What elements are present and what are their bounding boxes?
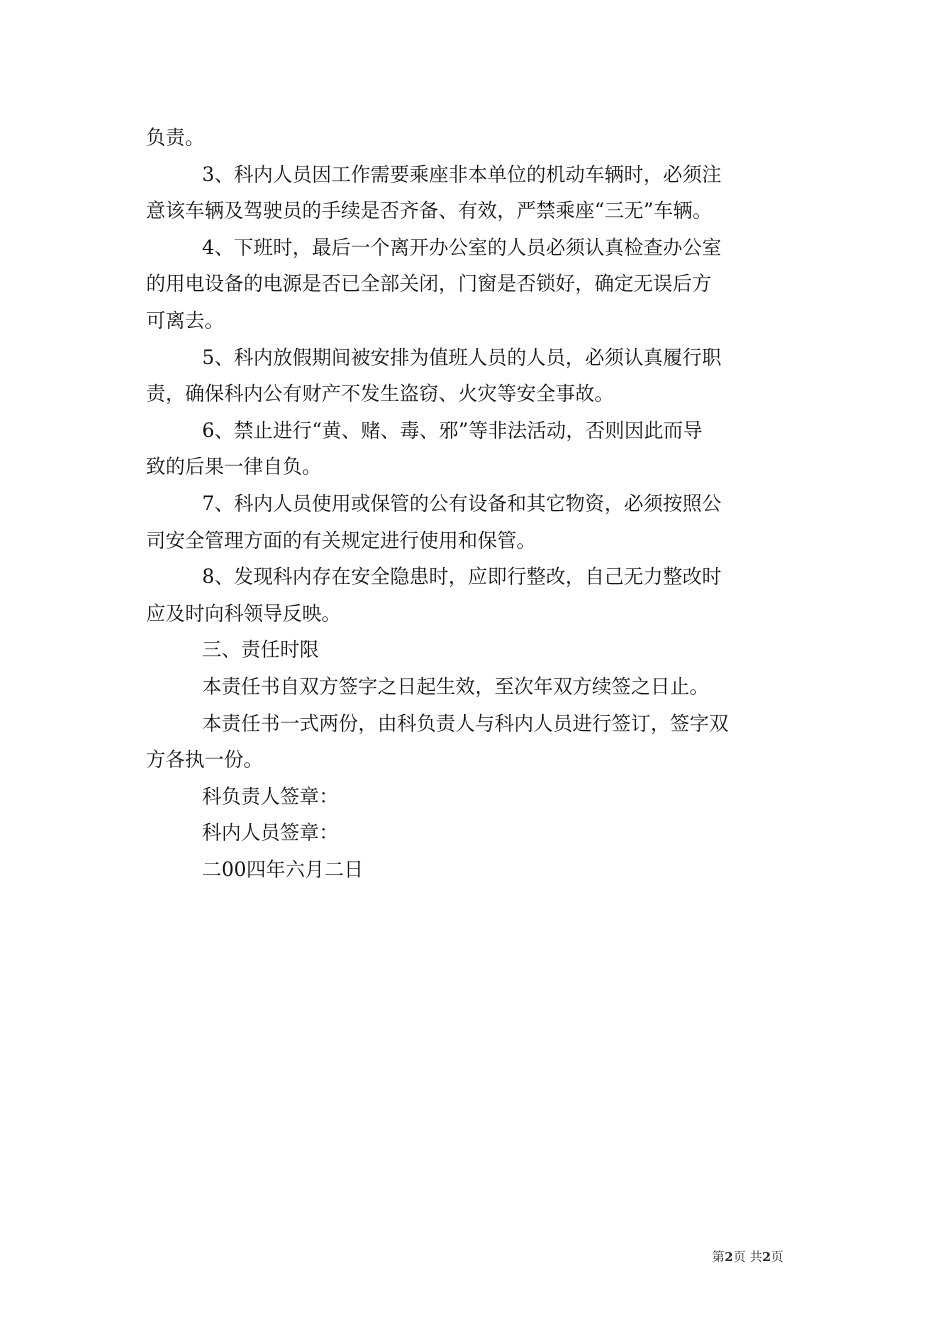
- paragraph-line: 5、科内放假期间被安排为值班人员的人员，必须认真履行职: [202, 345, 722, 369]
- signature-label-leader: 科负责人签章：: [202, 784, 339, 808]
- footer-middle: 页 共: [733, 1249, 763, 1264]
- paragraph-line: 3、科内人员因工作需要乘座非本单位的机动车辆时，必须注: [202, 162, 722, 186]
- paragraph-line: 6、禁止进行“黄、赌、毒、邪”等非法活动，否则因此而导: [202, 418, 703, 442]
- paragraph-line: 4、下班时，最后一个离开办公室的人员必须认真检查办公室: [202, 235, 722, 259]
- document-date: 二00四年六月二日: [202, 857, 364, 881]
- paragraph-line: 意该车辆及驾驶员的手续是否齐备、有效，严禁乘座“三无”车辆。: [146, 199, 712, 223]
- section-heading: 三、责任时限: [202, 638, 320, 662]
- paragraph-line: 应及时向科领导反映。: [146, 601, 342, 625]
- footer-suffix: 页: [770, 1249, 784, 1264]
- page-number-footer: [712, 1248, 783, 1266]
- paragraph-line: 可离去。: [146, 308, 225, 332]
- paragraph-line: 本责任书自双方签字之日起生效，至次年双方续签之日止。: [202, 674, 710, 698]
- paragraph-line: 的用电设备的电源是否已全部关闭，门窗是否锁好，确定无误后方: [146, 272, 712, 296]
- paragraph-line: 致的后果一律自负。: [146, 455, 322, 479]
- paragraph-line: 本责任书一式两份，由科负责人与科内人员进行签订，签字双: [202, 711, 729, 735]
- paragraph-line: 责，确保科内公有财产不发生盗窃、火灾等安全事故。: [146, 382, 615, 406]
- paragraph-line: 7、科内人员使用或保管的公有设备和其它物资，必须按照公: [202, 491, 722, 515]
- paragraph-line: 8、发现科内存在安全隐患时，应即行整改，自己无力整改时: [202, 565, 722, 589]
- footer-total-pages: 2: [762, 1249, 771, 1264]
- document-body: [146, 120, 806, 888]
- paragraph-line: 负责。: [146, 126, 205, 149]
- signature-label-staff: 科内人员签章：: [202, 821, 339, 845]
- footer-current-page: 2: [724, 1249, 734, 1264]
- paragraph-line: 司安全管理方面的有关规定进行使用和保管。: [146, 528, 537, 552]
- footer-prefix: 第: [712, 1249, 725, 1264]
- paragraph-line: 方各执一份。: [146, 748, 264, 772]
